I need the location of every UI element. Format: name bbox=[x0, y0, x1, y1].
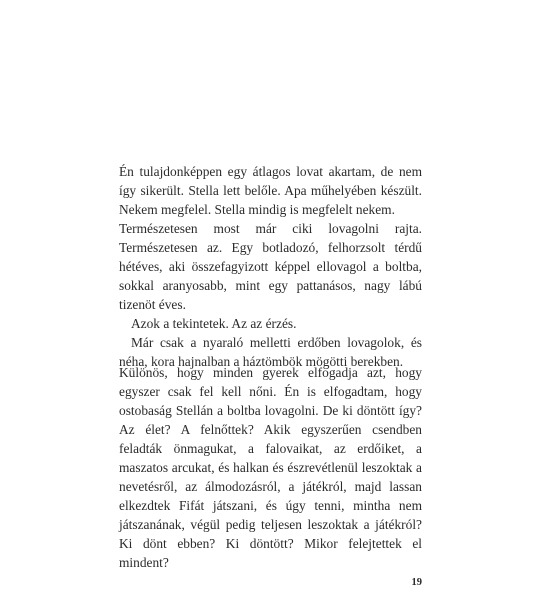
paragraph: Már csak a nyaraló melletti erdőben lovagolok, és néha, kora hajnalban a háztömbök mögötti berekben. bbox=[119, 335, 422, 369]
text-section-3 bbox=[119, 363, 422, 572]
page-number: 19 bbox=[411, 577, 422, 588]
text-section-1 bbox=[119, 162, 422, 219]
text-section-2 bbox=[119, 219, 422, 371]
paragraph: Különös, hogy minden gyerek elfogadja azt, hogy egyszer csak fel kell nőni. Én is elfogadtam, hogy ostobaság Stellán a boltba lovagolni. De ki döntött így? Az élet? A felnőttek? Akik egyszerűen csendben feladták önmagukat, a falovaikat, az erdőiket, a maszatos arcukat, és halkan és észrevétlenül leszoktak a nevetésről, az álmodozásról, a játékról, majd lassan elkezdtek Fifát játszani, és úgy tenni, mintha nem játszanának, végül pedig teljesen leszoktak a játékról? Ki dönt ebben? Ki döntött? Mikor felejtettek el mindent? bbox=[119, 365, 422, 570]
paragraph: Természetesen most már ciki lovagolni rajta. Természetesen az. Egy botladozó, felhorzsolt térdű hétéves, aki összefagyizott képpel ellovagol a boltba, sokkal aranyosabb, mint egy pattanásos, nagy lábú tizenöt éves. bbox=[119, 221, 422, 312]
paragraph: Azok a tekintetek. Az az érzés. bbox=[131, 316, 297, 331]
paragraph: Én tulajdonképpen egy átlagos lovat akartam, de nem így sikerült. Stella lett belőle. Apa műhelyében készült. Nekem megfelel. Stella mindig is megfelelt nekem. bbox=[119, 164, 422, 217]
